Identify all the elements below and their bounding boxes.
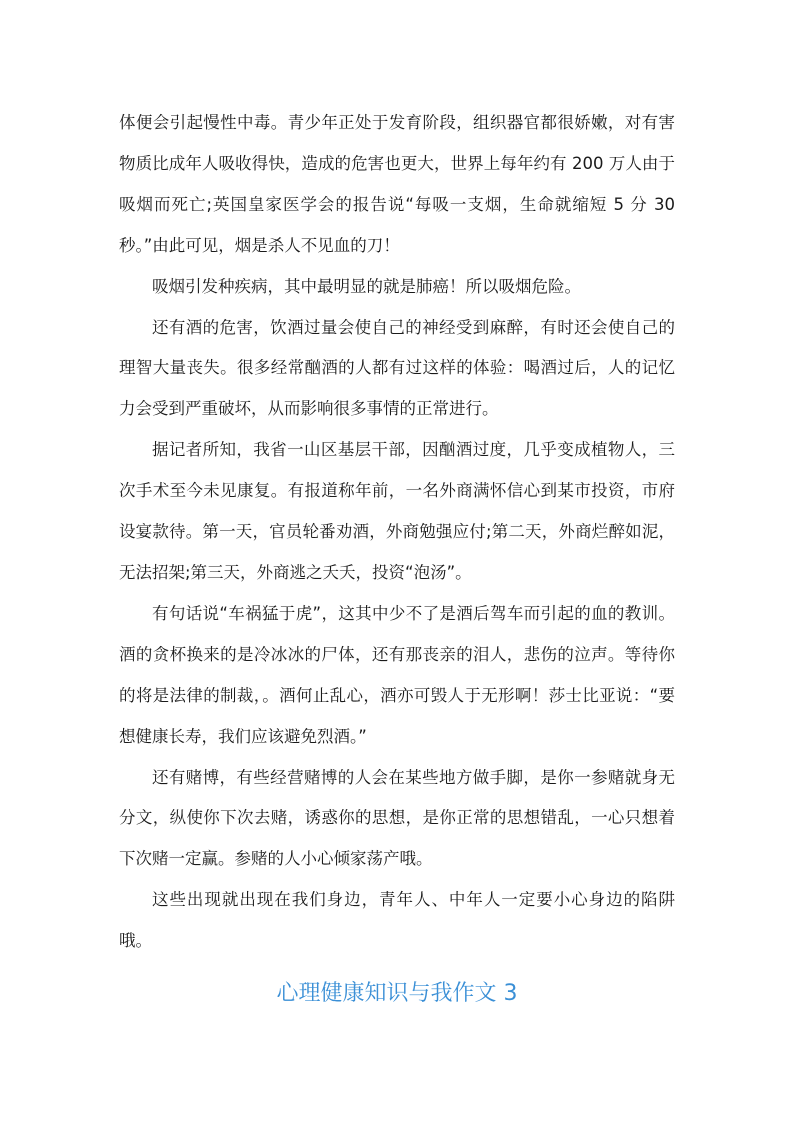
paragraph-reporter-story: 据记者所知，我省一山区基层干部，因酗酒过度，几乎变成植物人，三次手术至今未见康复。有报道称年前，一名外商满怀信心到某市投资，市府设宴款待。第一天，官员轮番劝酒，外商勉强应付;第二天，外商烂醉如泥，无法招架;第三天，外商逃之夭夭，投资“泡汤”。: [119, 440, 675, 582]
section-heading: 心理健康知识与我作文 3: [276, 981, 518, 1006]
document-body: [119, 103, 675, 962]
paragraph-smoking-harm: 体便会引起慢性中毒。青少年正处于发育阶段，组织器官都很娇嫩，对有害物质比成年人吸收得快，造成的危害也更大，世界上每年约有 200 万人由于吸烟而死亡;英国皇家医学会的报告说“每吸一支烟，生命就缩短 5 分 30 秒。”由此可见，烟是杀人不见血的刀！: [119, 113, 675, 255]
paragraph-alcohol-harm: 还有酒的危害，饮酒过量会使自己的神经受到麻醉，有时还会使自己的理智大量丧失。很多经常酗酒的人都有过这样的体验：喝酒过后，人的记忆力会受到严重破坏，从而影响很多事情的正常进行。: [119, 317, 675, 419]
paragraph-conclusion: 这些出现就出现在我们身边，青年人、中年人一定要小心身边的陷阱哦。: [119, 890, 675, 951]
paragraph-drunk-driving: 有句话说“车祸猛于虎”，这其中少不了是酒后驾车而引起的血的教训。酒的贪杯换来的是冷冰冰的尸体，还有那丧亲的泪人，悲伤的泣声。等待你的将是法律的制裁，。酒何止乱心，酒亦可毁人于无形啊！莎士比亚说：“要想健康长寿，我们应该避免烈酒。”: [119, 603, 675, 746]
paragraph-lung-cancer: 吸烟引发种疾病，其中最明显的就是肺癌！所以吸烟危险。: [152, 276, 581, 296]
paragraph-gambling: 还有赌博，有些经营赌博的人会在某些地方做手脚，是你一参赌就身无分文，纵使你下次去赌，诱惑你的思想，是你正常的思想错乱，一心只想着下次赌一定赢。参赌的人小心倾家荡产哦。: [119, 767, 675, 869]
